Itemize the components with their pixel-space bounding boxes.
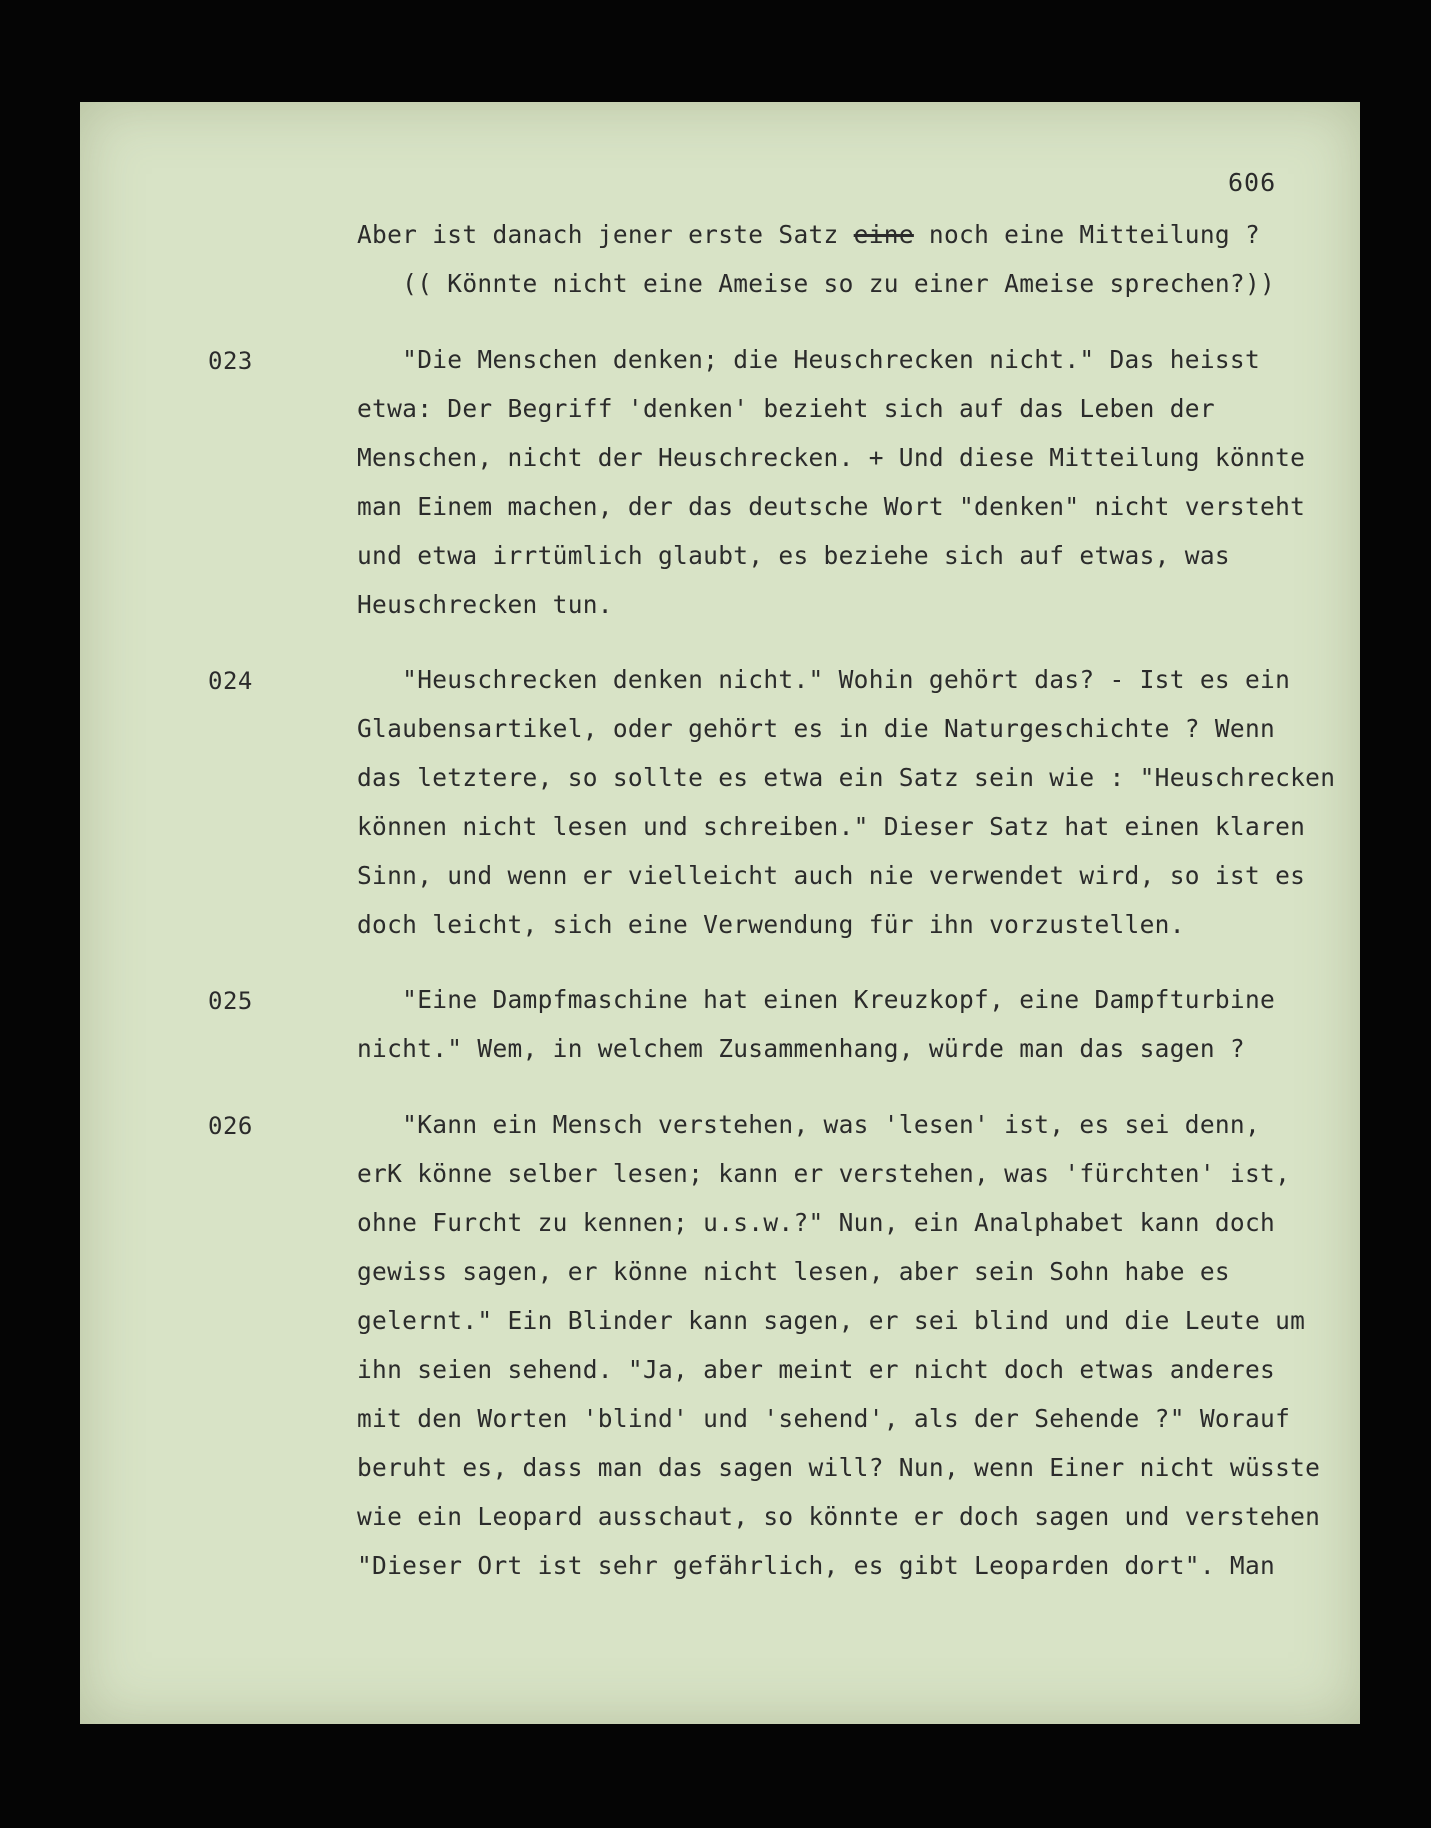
page-number: 606: [1228, 168, 1277, 197]
intro-line-2: (( Könnte nicht eine Ameise so zu einer Ameise sprechen?)): [357, 269, 1276, 298]
remark-023-line-1: "Die Menschen denken; die Heuschrecken nicht." Das heisst: [357, 345, 1261, 374]
remark-023-line-4: man Einem machen, der das deutsche Wort "denken" nicht versteht: [357, 492, 1306, 521]
remark-024-line-2: Glaubensartikel, oder gehört es in die Naturgeschichte ? Wenn: [357, 714, 1276, 743]
remark-023-line-6: Heuschrecken tun.: [357, 590, 613, 619]
remark-026-line-9: wie ein Leopard ausschaut, so könnte er doch sagen und verstehen: [357, 1502, 1321, 1531]
intro-line-1: [357, 220, 1260, 249]
remark-026-line-1: "Kann ein Mensch verstehen, was 'lesen' ist, es sei denn,: [357, 1110, 1261, 1139]
remark-026-line-3: ohne Furcht zu kennen; u.s.w.?" Nun, ein Analphabet kann doch: [357, 1208, 1276, 1237]
intro-text-end: noch eine Mitteilung ?: [913, 220, 1261, 249]
remark-026-line-6: ihn seien sehend. "Ja, aber meint er nicht doch etwas anderes: [357, 1355, 1276, 1384]
remark-number-026: 026: [208, 1112, 253, 1140]
remark-025-line-2: nicht." Wem, in welchem Zusammenhang, würde man das sagen ?: [357, 1034, 1245, 1063]
remark-number-024: 024: [208, 667, 253, 695]
remark-026-line-8: beruht es, dass man das sagen will? Nun, wenn Einer nicht wüsste: [357, 1453, 1321, 1482]
remark-number-023: 023: [208, 347, 253, 375]
remark-024-line-4: können nicht lesen und schreiben." Dieser Satz hat einen klaren: [357, 812, 1306, 841]
remark-023-line-3: Menschen, nicht der Heuschrecken. + Und diese Mitteilung könnte: [357, 443, 1306, 472]
remark-024-line-1: "Heuschrecken denken nicht." Wohin gehört das? - Ist es ein: [357, 665, 1291, 694]
remark-number-025: 025: [208, 987, 253, 1015]
remark-023-line-5: und etwa irrtümlich glaubt, es beziehe sich auf etwas, was: [357, 541, 1230, 570]
struck-word: eine: [853, 220, 914, 249]
remark-024-line-5: Sinn, und wenn er vielleicht auch nie verwendet wird, so ist es: [357, 861, 1306, 890]
remark-026-line-10: "Dieser Ort ist sehr gefährlich, es gibt Leoparden dort". Man: [357, 1551, 1276, 1580]
intro-text-start: Aber ist danach jener erste Satz: [357, 220, 854, 249]
remark-023-line-2: etwa: Der Begriff 'denken' bezieht sich auf das Leben der: [357, 394, 1215, 423]
remark-026-line-2: erK könne selber lesen; kann er verstehen, was 'fürchten' ist,: [357, 1159, 1291, 1188]
remark-025-line-1: "Eine Dampfmaschine hat einen Kreuzkopf, eine Dampfturbine: [357, 985, 1276, 1014]
remark-026-line-4: gewiss sagen, er könne nicht lesen, aber sein Sohn habe es: [357, 1257, 1230, 1286]
remark-026-line-7: mit den Worten 'blind' und 'sehend', als der Sehende ?" Worauf: [357, 1404, 1291, 1433]
remark-024-line-6: doch leicht, sich eine Verwendung für ihn vorzustellen.: [357, 910, 1185, 939]
remark-024-line-3: das letztere, so sollte es etwa ein Satz sein wie : "Heuschrecken: [357, 763, 1336, 792]
typescript-page: [80, 102, 1360, 1724]
remark-026-line-5: gelernt." Ein Blinder kann sagen, er sei blind und die Leute um: [357, 1306, 1306, 1335]
